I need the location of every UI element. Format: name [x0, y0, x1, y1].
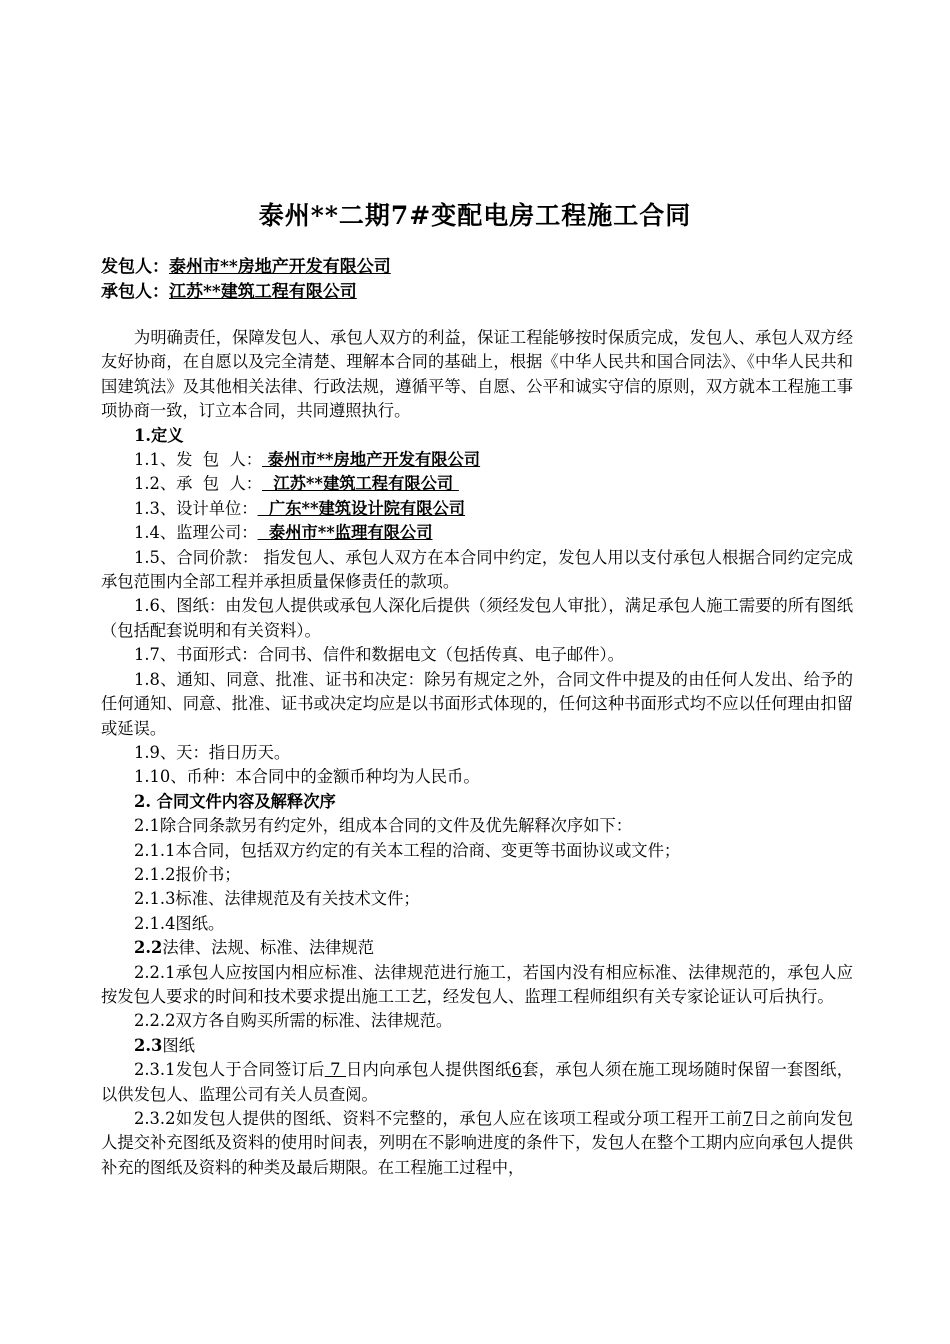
section-2-heading: 2. 合同文件内容及解释次序	[134, 791, 336, 811]
clause-title: 法律、法规、标准、法律规范	[162, 938, 374, 958]
clause-text: 2.3.2如发包人提供的图纸、资料不完整的，承包人应在该项工程或分项工程开工前	[134, 1109, 743, 1128]
definition-1-6: 1.6、图纸：由发包人提供或承包人深化后提供（须经发包人审批），满足承包人施工需要的所有图纸（包括配套说明和有关资料）。	[101, 596, 853, 640]
clause-text: 日内向承包人提供图纸	[345, 1060, 512, 1080]
sets-blank: 6	[511, 1060, 522, 1080]
definition-label: 1.1、发 包 人：	[134, 450, 263, 470]
contractor-name: 江苏**建筑工程有限公司	[169, 282, 357, 302]
definition-1-7: 1.7、书面形式：合同书、信件和数据电文（包括传真、电子邮件）。	[134, 645, 624, 665]
clause-number: 2.2	[134, 938, 163, 958]
clause-2-1: 2.1除合同条款另有约定外，组成本合同的文件及优先解释次序如下：	[134, 816, 633, 836]
clause-2-3-heading	[101, 1034, 853, 1058]
definition-1-10: 1.10、币种：本合同中的金额币种均为人民币。	[134, 767, 480, 787]
clause-2-1-1: 2.1.1本合同，包括双方约定的有关本工程的洽商、变更等书面协议或文件；	[134, 840, 681, 860]
clause-2-1-2: 2.1.2报价书；	[134, 864, 241, 884]
intro-paragraph: 为明确责任，保障发包人、承包人双方的利益，保证工程能够按时保质完成，发包人、承包人双方经友好协商，在自愿以及完全清楚、理解本合同的基础上，根据《中华人民共和国合同法》、《中华人民共和国建筑法》及其他相关法律、行政法规，遵循平等、自愿、公平和诚实守信的原则，双方就本工程施工事项协商一致，订立本合同，共同遵照执行。	[101, 328, 853, 421]
days-blank: 7	[742, 1109, 753, 1128]
contractor-line	[101, 277, 357, 302]
clause-text: 套，承包人须在施工现场随时保留一套图纸，以供发包人、监理公司有关人员查阅。	[101, 1060, 853, 1104]
clause-2-2-2: 2.2.2双方各自购买所需的标准、法律规范。	[134, 1011, 453, 1031]
clause-number: 2.3	[134, 1035, 163, 1055]
clause-2-3-2	[101, 1107, 853, 1180]
clause-text: 日之前向发包人提交补充图纸及资料的使用时间表，列明在不影响进度的条件下，发包人在整个工期内应向承包人提供补充的图纸及资料的种类及最后期限。在工程施工过程中，	[101, 1109, 853, 1177]
definition-value: 广东**建筑设计院有限公司	[257, 498, 466, 518]
section-1-heading: 1.定义	[134, 425, 184, 445]
definition-1-9: 1.9、天：指日历天。	[134, 742, 291, 762]
clause-title: 图纸	[162, 1035, 195, 1055]
definition-label: 1.2、承 包 人：	[134, 474, 263, 494]
definition-value: 泰州市**监理有限公司	[257, 523, 433, 543]
days-blank: 7	[324, 1060, 346, 1080]
definition-1-3	[101, 497, 853, 521]
contract-body	[101, 326, 853, 1180]
employer-name: 泰州市**房地产开发有限公司	[169, 257, 391, 277]
clause-2-2-1: 2.2.1承包人应按国内相应标准、法律规范进行施工，若国内没有相应标准、法律规范的，承包人应按发包人要求的时间和技术要求提出施工工艺，经发包人、监理工程师组织有关专家论证认可后执行。	[101, 962, 853, 1006]
definition-1-1	[101, 448, 853, 472]
clause-2-1-4: 2.1.4图纸。	[134, 913, 225, 933]
definition-1-2	[101, 472, 853, 496]
definition-1-8: 1.8、通知、同意、批准、证书和决定：除另有规定之外，合同文件中提及的由任何人发出、给予的任何通知、同意、批准、证书或决定均应是以书面形式体现的，任何这种书面形式均不应以任何理由扣留或延误。	[101, 669, 853, 738]
clause-2-2-heading	[101, 936, 853, 960]
contractor-label: 承包人：	[101, 282, 169, 302]
definition-label: 1.3、设计单位：	[134, 498, 258, 518]
definition-value: 江苏**建筑工程有限公司	[262, 474, 459, 494]
clause-2-1-3: 2.1.3标准、法律规范及有关技术文件；	[134, 889, 420, 909]
definition-value: 泰州市**房地产开发有限公司	[262, 450, 481, 470]
definition-1-4	[101, 521, 853, 545]
employer-label: 发包人：	[101, 257, 169, 277]
document-title: 泰州**二期7#变配电房工程施工合同	[258, 201, 692, 230]
clause-2-3-1	[101, 1058, 853, 1107]
definition-1-5: 1.5、合同价款： 指发包人、承包人双方在本合同中约定，发包人用以支付承包人根据合同约定完成承包范围内全部工程并承担质量保修责任的款项。	[101, 547, 853, 592]
employer-line	[101, 252, 391, 277]
definition-label: 1.4、监理公司：	[134, 523, 258, 543]
clause-text: 2.3.1发包人于合同签订后	[134, 1060, 325, 1080]
